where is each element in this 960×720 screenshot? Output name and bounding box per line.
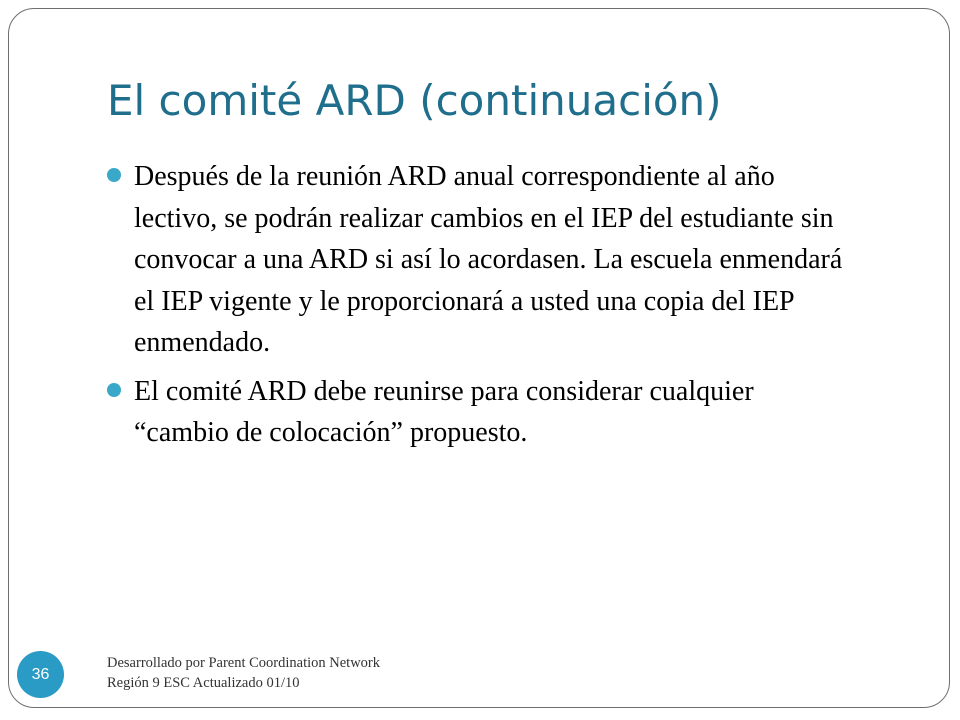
bullet-item [104, 371, 844, 454]
footer-line-1: Desarrollado por Parent Coordination Network [107, 655, 381, 671]
bullet-item [104, 156, 844, 364]
page-number: 36 [31, 665, 50, 683]
bullet-text: Después de la reunión ARD anual correspondiente al año lectivo, se podrán realizar cambios en el IEP del estudiante sin convocar a una ARD si así lo acordasen. La escuela enmendará el IEP vigente y le proporcionará a usted una copia del IEP enmendado. [134, 161, 843, 358]
bullet-icon [107, 383, 121, 397]
slide-title: El comité ARD (continuación) [107, 76, 722, 125]
bullet-list [104, 156, 844, 461]
bullet-text: El comité ARD debe reunirse para considerar cualquier “cambio de colocación” propuesto. [134, 375, 754, 448]
page-number-badge [17, 651, 64, 698]
footer-line-2: Región 9 ESC Actualizado 01/10 [107, 675, 300, 691]
bullet-icon [107, 168, 121, 182]
footer-credit [107, 653, 380, 693]
